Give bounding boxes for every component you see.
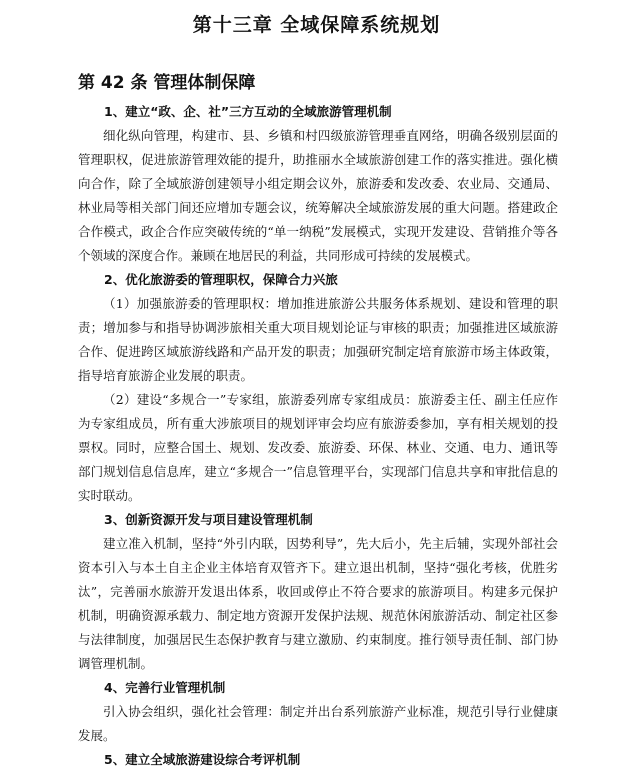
section-3-paragraph: 建立准入机制，坚持“外引内联，因势利导”，先大后小，先主后辅，实现外部社会资本引入与本土自主企业主体培育双管齐下。建立退出机制，坚持“强化考核，优胜劣汰”，完善丽水旅游开发退出体系，收回或停止不符合要求的旅游项目。构建多元保护机制，明确资源承载力、制定地方资源开发保护法规、规范休闲旅游活动、制定社区参与法律制度，加强居民生态保护教育与建立激励、约束制度。推行领导责任制、部门协调管理机制。 [78, 536, 558, 671]
section-heading-4: 4、完善行业管理机制 [104, 680, 226, 695]
section-2-paragraph-1: （1）加强旅游委的管理职权：增加推进旅游公共服务体系规划、建设和管理的职责；增加参与和指导协调涉旅相关重大项目规划论证与审核的职责；加强推进区域旅游合作、促进跨区域旅游线路和产品开发的职责；加强研究制定培育旅游市场主体政策，指导培育旅游企业发展的职责。 [78, 296, 558, 383]
article-body [78, 100, 558, 772]
chapter-title: 第十三章 全域保障系统规划 [192, 14, 441, 36]
section-heading-2: 2、优化旅游委的管理职权，保障合力兴旅 [104, 272, 338, 287]
article-title: 第 42 条 管理体制保障 [78, 73, 256, 93]
section-heading-5: 5、建立全域旅游建设综合考评机制 [104, 752, 301, 767]
section-4-paragraph: 引入协会组织，强化社会管理：制定并出台系列旅游产业标准，规范引导行业健康发展。 [78, 704, 558, 743]
section-1-paragraph: 细化纵向管理，构建市、县、乡镇和村四级旅游管理垂直网络，明确各级别层面的管理职权，促进旅游管理效能的提升，助推丽水全域旅游创建工作的落实推进。强化横向合作，除了全域旅游创建领导小组定期会议外，旅游委和发改委、农业局、交通局、林业局等相关部门间还应增加专题会议，统筹解决全域旅游发展的重大问题。搭建政企合作模式，政企合作应突破传统的“单一纳税”发展模式，实现开发建设、营销推介等各个领域的深度合作。兼顾在地居民的利益，共同形成可持续的发展模式。 [78, 128, 558, 263]
section-heading-3: 3、创新资源开发与项目建设管理机制 [104, 512, 313, 527]
section-heading-1: 1、建立“政、企、社”三方互动的全域旅游管理机制 [104, 104, 392, 119]
section-2-paragraph-2: （2）建设“多规合一”专家组，旅游委列席专家组成员：旅游委主任、副主任应作为专家组成员，所有重大涉旅项目的规划评审会均应有旅游委参加，享有相关规划的投票权。同时，应整合国土、规划、发改委、旅游委、环保、林业、交通、电力、通讯等部门规划信息信息库，建立“多规合一”信息管理平台，实现部门信息共享和审批信息的实时联动。 [78, 392, 558, 503]
